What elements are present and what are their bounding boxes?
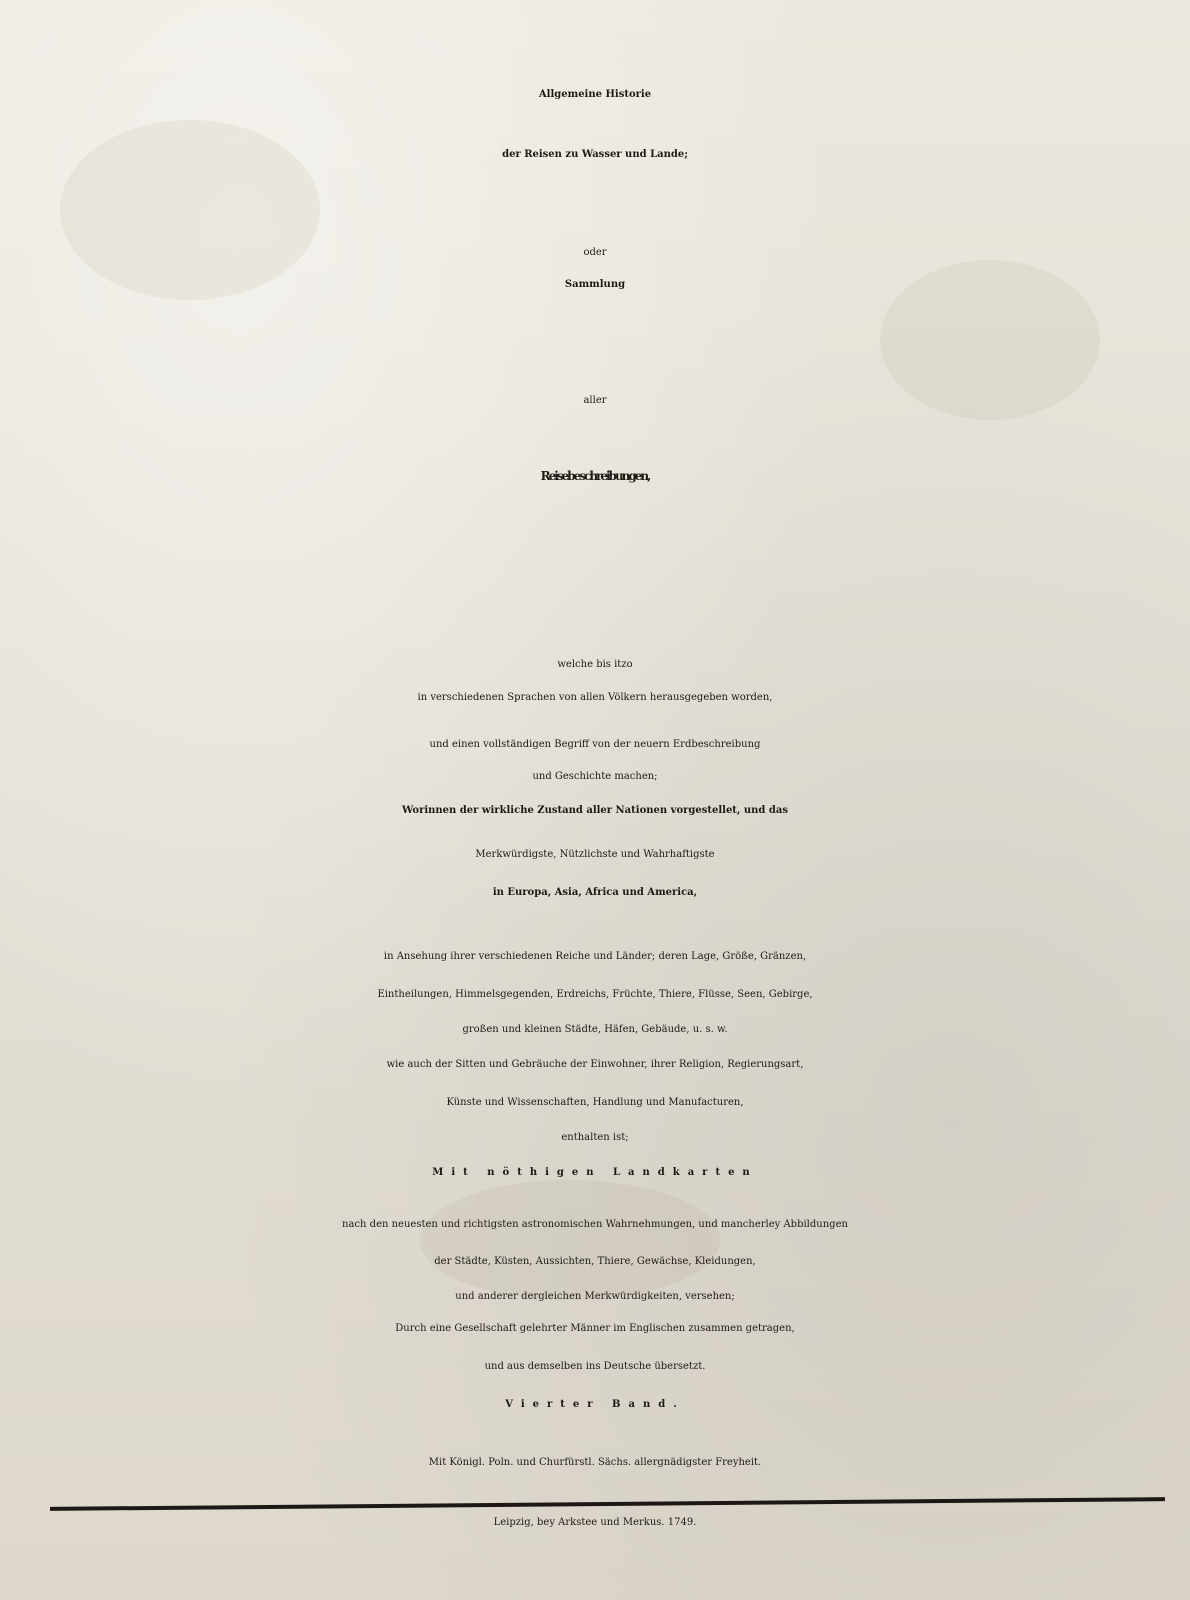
title-line-reisebeschreibungen: Reisebeschreibungen,	[540, 469, 650, 483]
title-line-1: Allgemeine Historie	[538, 89, 652, 100]
subtitle-line-7: in Europa, Asia, Africa und America,	[492, 887, 698, 898]
subtitle-line-4: und Geschichte machen;	[532, 771, 658, 782]
subtitle-line-1: welche bis itzo	[557, 659, 633, 670]
subtitle-line-8: in Ansehung ihrer verschiedenen Reiche und Länder; deren Lage, Größe, Gränzen,	[383, 951, 807, 962]
subtitle-line-6: Merkwürdigste, Nützlichste und Wahrhaftigste	[475, 849, 715, 860]
subtitle-line-17: und anderer dergleichen Merkwürdigkeiten, versehen;	[455, 1291, 735, 1302]
connector-aller: aller	[583, 395, 607, 406]
paper-stain	[60, 120, 320, 300]
subtitle-line-15: nach den neuesten und richtigsten astronomischen Wahrnehmungen, und mancherley Abbildungen	[342, 1219, 848, 1230]
subtitle-line-5: Worinnen der wirkliche Zustand aller Nationen vorgestellet, und das	[401, 805, 788, 816]
subtitle-line-9: Eintheilungen, Himmelsgegenden, Erdreichs, Früchte, Thiere, Flüsse, Seen, Gebirge,	[377, 989, 813, 1000]
volume-title: Vierter Band.	[505, 1399, 685, 1410]
subtitle-line-12: Künste und Wissenschaften, Handlung und Manufacturen,	[446, 1097, 744, 1108]
subtitle-line-18: Durch eine Gesellschaft gelehrter Männer im Englischen zusammen getragen,	[395, 1323, 795, 1334]
subtitle-line-10: großen und kleinen Städte, Häfen, Gebäude, u. s. w.	[462, 1024, 728, 1035]
paper-stain	[420, 1180, 720, 1300]
imprint-line: Leipzig, bey Arkstee und Merkus. 1749.	[493, 1517, 697, 1528]
subtitle-line-14: Mit nöthigen Landkarten	[432, 1167, 758, 1178]
divider-rule	[50, 1497, 1165, 1511]
subtitle-line-19: und aus demselben ins Deutsche übersetzt.	[484, 1361, 706, 1372]
subtitle-line-3: und einen vollständigen Begriff von der neuern Erdbeschreibung	[429, 739, 761, 750]
connector-oder: oder	[583, 247, 607, 258]
subtitle-line-16: der Städte, Küsten, Aussichten, Thiere, Gewächse, Kleidungen,	[434, 1256, 756, 1267]
title-line-2: der Reisen zu Wasser und Lande;	[502, 149, 688, 160]
subtitle-line-13: enthalten ist;	[561, 1132, 629, 1143]
subtitle-line-2: in verschiedenen Sprachen von allen Völkern herausgegeben worden,	[417, 692, 773, 703]
privilege-line: Mit Königl. Poln. und Churfürstl. Sächs. allergnädigster Freyheit.	[428, 1457, 762, 1468]
title-line-sammlung: Sammlung	[564, 279, 626, 290]
subtitle-line-11: wie auch der Sitten und Gebräuche der Einwohner, ihrer Religion, Regierungsart,	[386, 1059, 804, 1070]
